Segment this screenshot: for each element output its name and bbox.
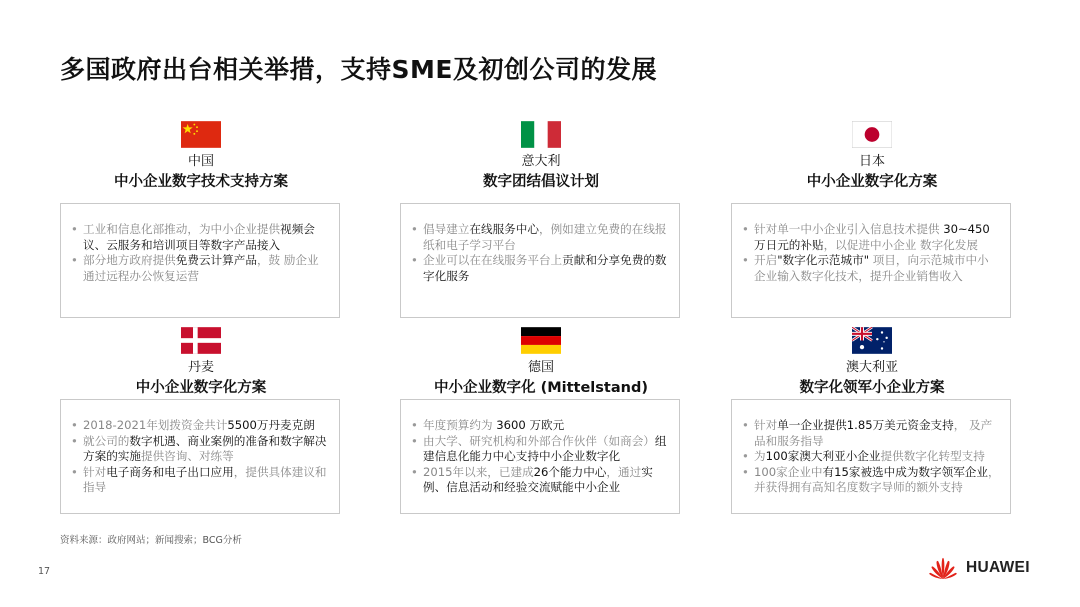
country-card-china <box>60 121 342 283</box>
bullet-list <box>742 222 1000 284</box>
highlight-text: 3600 万欧元 <box>496 418 565 432</box>
bullet-text: ，并获得拥有高知名度数字导师的额外支持 <box>754 464 1000 494</box>
country-name: 德国 <box>527 360 554 375</box>
bullet-text: 项目，向示范城市中小企业输入数字化技术，提升企业销售收入 <box>754 253 989 283</box>
bullet-text: 倡导建立 <box>423 222 470 236</box>
plan-title: 中小企业数字化方案 <box>806 174 938 190</box>
bullet-text: 就公司的 <box>83 433 130 448</box>
bullet-item <box>411 222 669 253</box>
bullet-text: ， 及产品和服务指导 <box>754 418 993 448</box>
bullet-item <box>411 418 669 434</box>
policy-box <box>60 399 340 514</box>
bullet-list <box>411 222 669 284</box>
bullet-list <box>71 222 329 284</box>
country-name: 中国 <box>187 154 214 169</box>
country-card-japan <box>731 121 1013 283</box>
country-name: 澳大利亚 <box>845 360 898 375</box>
country-card-italy <box>400 121 682 283</box>
highlight-text: 数字机遇、商业案例的准备和数字解决方案的实施 <box>83 433 327 463</box>
highlight-text: 电子商务和电子出口应用 <box>106 464 234 479</box>
highlight-text: 有15家被选中成为数字领军企业 <box>822 464 988 479</box>
bullet-item <box>742 253 1000 284</box>
bullet-item <box>411 465 669 496</box>
plan-title: 中小企业数字化方案 <box>135 380 267 396</box>
bullet-text: ，以促进中小企业 数字化发展 <box>823 237 978 252</box>
bullet-text: 开启 <box>754 253 778 267</box>
bullet-item <box>71 465 329 496</box>
plan-title: 数字化领军小企业方案 <box>799 380 945 396</box>
highlight-text: 组建信息化能力中心支持中小企业数字化 <box>423 433 667 463</box>
bullet-list <box>742 418 1000 496</box>
denmark-flag-icon <box>181 327 221 354</box>
bullet-list <box>71 418 329 496</box>
source-note: 资料来源：政府网站；新闻搜索；BCG分析 <box>60 535 242 546</box>
country-name: 日本 <box>858 154 885 169</box>
highlight-text: 30~450万日元的补贴 <box>754 222 990 252</box>
china-flag-icon <box>181 121 221 148</box>
bullet-item <box>411 253 669 284</box>
highlight-text: 5500万丹麦克朗 <box>227 418 315 432</box>
italy-flag-icon <box>521 121 561 148</box>
page-title: 多国政府出台相关举措，支持SME及初创公司的发展 <box>60 55 657 84</box>
policy-box <box>400 203 680 318</box>
page-number: 17 <box>38 566 51 577</box>
bullet-text: 年度预算约为 <box>423 418 497 432</box>
bullet-text: 部分地方政府提供 <box>83 253 176 267</box>
australia-flag-icon <box>852 327 892 354</box>
bullet-text: 针对 <box>83 464 107 479</box>
bullet-item <box>742 465 1000 496</box>
highlight-text: 100家澳大利亚小企业 <box>765 449 881 463</box>
highlight-text: 实例、信息活动和经验交流赋能中小企业 <box>423 464 653 494</box>
bullet-text: ，提供具体建议和指导 <box>83 464 327 494</box>
huawei-flower-icon <box>926 556 960 580</box>
policy-box <box>400 399 680 514</box>
country-card-germany <box>400 327 682 494</box>
plan-title: 中小企业数字技术支持方案 <box>114 174 288 190</box>
bullet-text: ，鼓 励企业通过远程办公恢复运营 <box>83 253 319 283</box>
germany-flag-icon <box>521 327 561 354</box>
bullet-text: ，通过 <box>606 464 642 479</box>
plan-title: 中小企业数字化 (Mittelstand) <box>434 380 648 396</box>
highlight-text: 视频会议、云服务和培训项目等数字产品接入 <box>83 222 315 252</box>
bullet-item <box>71 434 329 465</box>
bullet-text: ，例如建立免费的在线报纸和电子学习平台 <box>423 222 667 252</box>
bullet-text: 2015年以来，已建成 <box>423 464 534 479</box>
huawei-logo <box>926 556 1030 580</box>
bullet-text: 由大学、研究机构和外部合作伙伴（如商会） <box>423 433 655 448</box>
highlight-text: "数字化示范城市" <box>777 253 870 267</box>
highlight-text: 贡献和分享免费的数字化服务 <box>423 253 667 283</box>
highlight-text: 26个能力中心 <box>533 464 607 479</box>
bullet-item <box>411 434 669 465</box>
bullet-text: 工业和信息化部推动，为中小企业提供 <box>83 222 281 236</box>
bullet-text: 针对单一中小企业引入信息技术提供 <box>754 222 944 236</box>
country-card-denmark <box>60 327 342 494</box>
plan-title: 数字团结倡议计划 <box>483 174 599 190</box>
bullet-list <box>411 418 669 496</box>
country-name: 丹麦 <box>187 360 214 375</box>
japan-flag-icon <box>852 121 892 148</box>
country-card-australia <box>731 327 1013 494</box>
bullet-text: 100家企业中 <box>754 464 823 479</box>
policy-box <box>731 203 1011 318</box>
bullet-text: 提供咨询、对练等 <box>140 449 234 463</box>
policy-box <box>60 203 340 318</box>
bullet-text: 为 <box>754 449 766 463</box>
highlight-text: 单一企业提供1.85万美元资金支持 <box>777 418 954 432</box>
bullet-item <box>71 222 329 253</box>
bullet-item <box>742 449 1000 465</box>
bullet-text: 针对 <box>754 418 778 432</box>
country-name: 意大利 <box>521 154 561 169</box>
bullet-item <box>71 253 329 284</box>
huawei-wordmark: HUAWEI <box>966 559 1030 576</box>
bullet-text: 企业可以在在线服务平台上 <box>423 253 563 267</box>
bullet-text: 2018-2021年划拨资金共计 <box>83 418 228 432</box>
highlight-text: 免费云计算产品 <box>175 253 257 267</box>
bullet-text: 提供数字化转型支持 <box>880 449 985 463</box>
highlight-text: 在线服务中心 <box>469 222 539 236</box>
policy-box <box>731 399 1011 514</box>
bullet-item <box>742 222 1000 253</box>
bullet-item <box>742 418 1000 449</box>
bullet-item <box>71 418 329 434</box>
